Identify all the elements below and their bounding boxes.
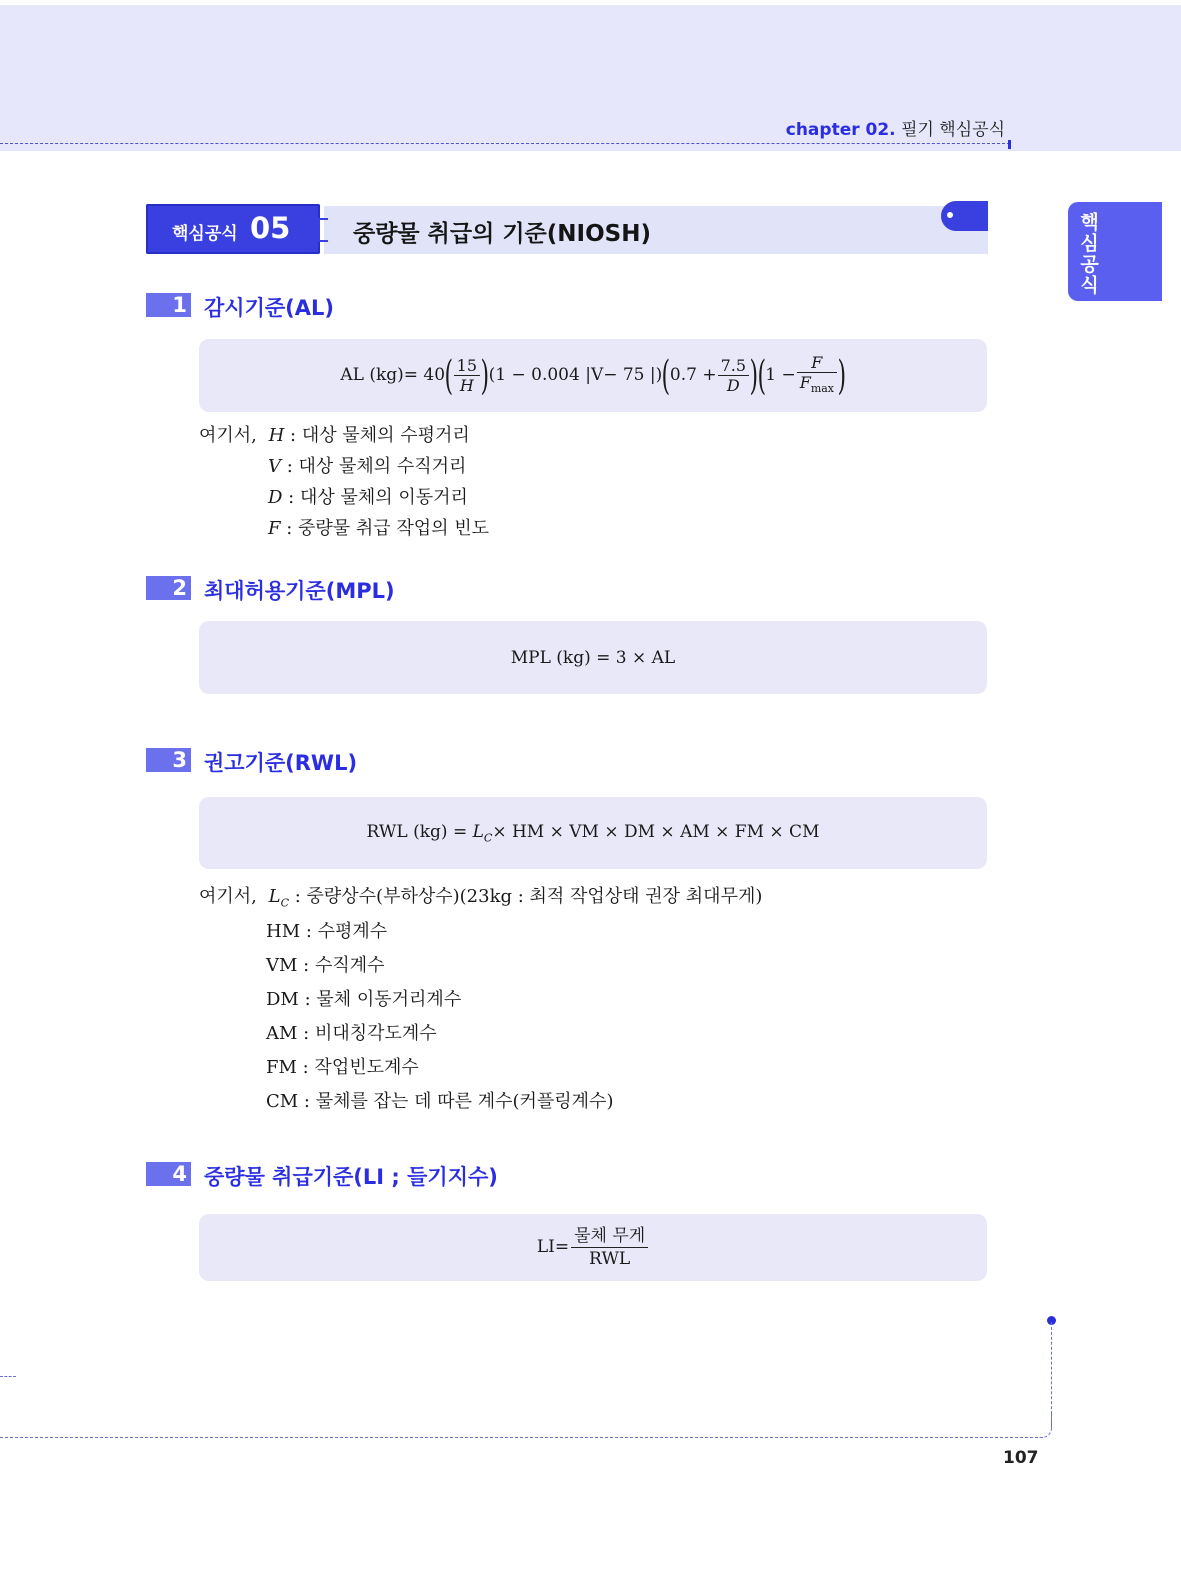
- fraction-numerator: 15: [454, 356, 480, 376]
- title-text: 중량물 취급의 기준(NIOSH): [353, 221, 651, 247]
- definition-text: : 물체를 잡는 데 따른 계수(커플링계수): [298, 1091, 614, 1112]
- formula-middle: (1 − 0.004 |V− 75 |): [488, 365, 663, 385]
- section-number-box: [146, 1162, 191, 1186]
- definition-row: [266, 1087, 613, 1113]
- left-margin-mark: [0, 1376, 16, 1377]
- definition-symbol: D: [268, 487, 283, 508]
- badge-number: 05: [250, 211, 291, 245]
- formula-lhs: AL (kg)= 40: [340, 365, 446, 385]
- formula-lhs: LI=: [536, 1237, 570, 1257]
- fraction-denominator: D: [726, 376, 740, 395]
- definition-text: : 수직계수: [297, 955, 385, 976]
- title-bracket: [318, 218, 328, 242]
- header-divider: [0, 143, 1010, 144]
- definition-row: [268, 483, 468, 509]
- chapter-title: 필기 핵심공식: [901, 120, 1005, 140]
- li-formula: [537, 1225, 649, 1270]
- subscript: C: [280, 896, 289, 910]
- formula-term: 0.7 +: [669, 365, 717, 385]
- formula-title: [146, 204, 988, 254]
- rwl-formula: [367, 822, 820, 844]
- definition-text: : 대상 물체의 이동거리: [282, 487, 468, 508]
- definition-text: : 중량상수(부하상수)(23kg : 최적 작업상태 권장 최대무게): [289, 886, 763, 907]
- page-number: 107: [1003, 1448, 1039, 1468]
- definition-symbol: F: [268, 518, 281, 539]
- fraction-numerator: 물체 무게: [571, 1225, 648, 1248]
- side-tab[interactable]: [1068, 202, 1162, 301]
- definition-row: [268, 452, 466, 478]
- rwl-formula-box: [199, 797, 987, 869]
- subscript: C: [483, 831, 493, 845]
- title-tag: [941, 201, 988, 231]
- fraction-denominator: H: [459, 376, 474, 395]
- al-formula-box: [199, 339, 987, 412]
- definition-row: [268, 514, 489, 540]
- section-number-box: [146, 576, 191, 600]
- section-title: 감시기준(AL): [204, 296, 334, 320]
- chapter-label: chapter 02.: [785, 120, 896, 140]
- fraction: [571, 1225, 648, 1270]
- fraction: [454, 356, 480, 395]
- section-title: 최대허용기준(MPL): [204, 579, 395, 603]
- badge-label: 핵심공식: [172, 224, 238, 244]
- fraction: [718, 356, 749, 395]
- section-number: 3: [172, 748, 187, 772]
- definition-text: : 물체 이동거리계수: [298, 989, 462, 1010]
- definition-row: [266, 985, 461, 1011]
- page-border-side: [1051, 1322, 1052, 1429]
- section-title: 권고기준(RWL): [204, 751, 358, 775]
- definition-row: [266, 951, 385, 977]
- li-formula-box: [199, 1214, 987, 1281]
- definition-term: DM: [266, 989, 299, 1010]
- header-divider-tick: [1008, 140, 1011, 149]
- definition-text: : 대상 물체의 수평거리: [284, 425, 470, 446]
- mpl-formula: MPL (kg) = 3 × AL: [510, 647, 676, 668]
- definition-row: [266, 1019, 437, 1045]
- section-number: 2: [172, 576, 187, 600]
- definition-text: : 작업빈도계수: [296, 1057, 419, 1078]
- formula-lhs: RWL (kg) =: [366, 821, 473, 842]
- page-border-bottom: [0, 1437, 1043, 1438]
- formula-rhs: × HM × VM × DM × AM × FM × CM: [492, 821, 820, 842]
- al-formula: AL (kg)= 40( $\frac{15}{H}$ )(1 − 0.004 |V− 75 |)(0.7 + $\frac{7.5}{D}$ )(1 − $\frac{F}{F_{max}}$ ): [340, 352, 847, 399]
- definition-symbol: V: [268, 456, 281, 477]
- fraction-numerator: 7.5: [718, 356, 749, 376]
- definition-term: HM: [266, 921, 301, 942]
- formula-term: 1 −: [765, 365, 796, 385]
- section-number: 1: [172, 293, 187, 317]
- definition-symbol: H: [268, 425, 285, 446]
- fraction-numerator: F: [797, 353, 837, 373]
- definition-prefix: 여기서,: [199, 886, 257, 907]
- fraction-denominator: RWL: [589, 1249, 631, 1269]
- side-tab-label: 핵심공식: [1077, 212, 1099, 296]
- section-number: 4: [172, 1162, 187, 1186]
- mpl-formula-box: [199, 621, 987, 694]
- fraction-denominator: F: [799, 372, 811, 392]
- subscript: max: [810, 382, 835, 396]
- definition-text: : 수평계수: [300, 921, 388, 942]
- tag-hole-icon: [947, 212, 953, 218]
- definition-row: [199, 882, 762, 910]
- section-title: 중량물 취급기준(LI ; 들기지수): [204, 1165, 498, 1189]
- definition-term: FM: [266, 1057, 297, 1078]
- chapter-heading: [786, 115, 1005, 140]
- section-number-box: [146, 748, 191, 772]
- fraction: [797, 353, 837, 398]
- definition-term: VM: [266, 955, 298, 976]
- definition-term: CM: [266, 1091, 299, 1112]
- section-number-box: [146, 293, 191, 317]
- definition-text: : 중량물 취급 작업의 빈도: [280, 518, 490, 539]
- definition-text: : 비대칭각도계수: [297, 1023, 437, 1044]
- definition-row: [199, 421, 470, 447]
- page-border-corner: [1036, 1414, 1052, 1438]
- definition-term: AM: [266, 1023, 298, 1044]
- title-badge: [146, 204, 320, 254]
- definition-row: [266, 1053, 419, 1079]
- definition-row: [266, 917, 387, 943]
- definition-prefix: 여기서,: [199, 425, 257, 446]
- definition-text: : 대상 물체의 수직거리: [281, 456, 467, 477]
- formula-symbol: L: [472, 821, 484, 842]
- definition-symbol: L: [268, 886, 281, 907]
